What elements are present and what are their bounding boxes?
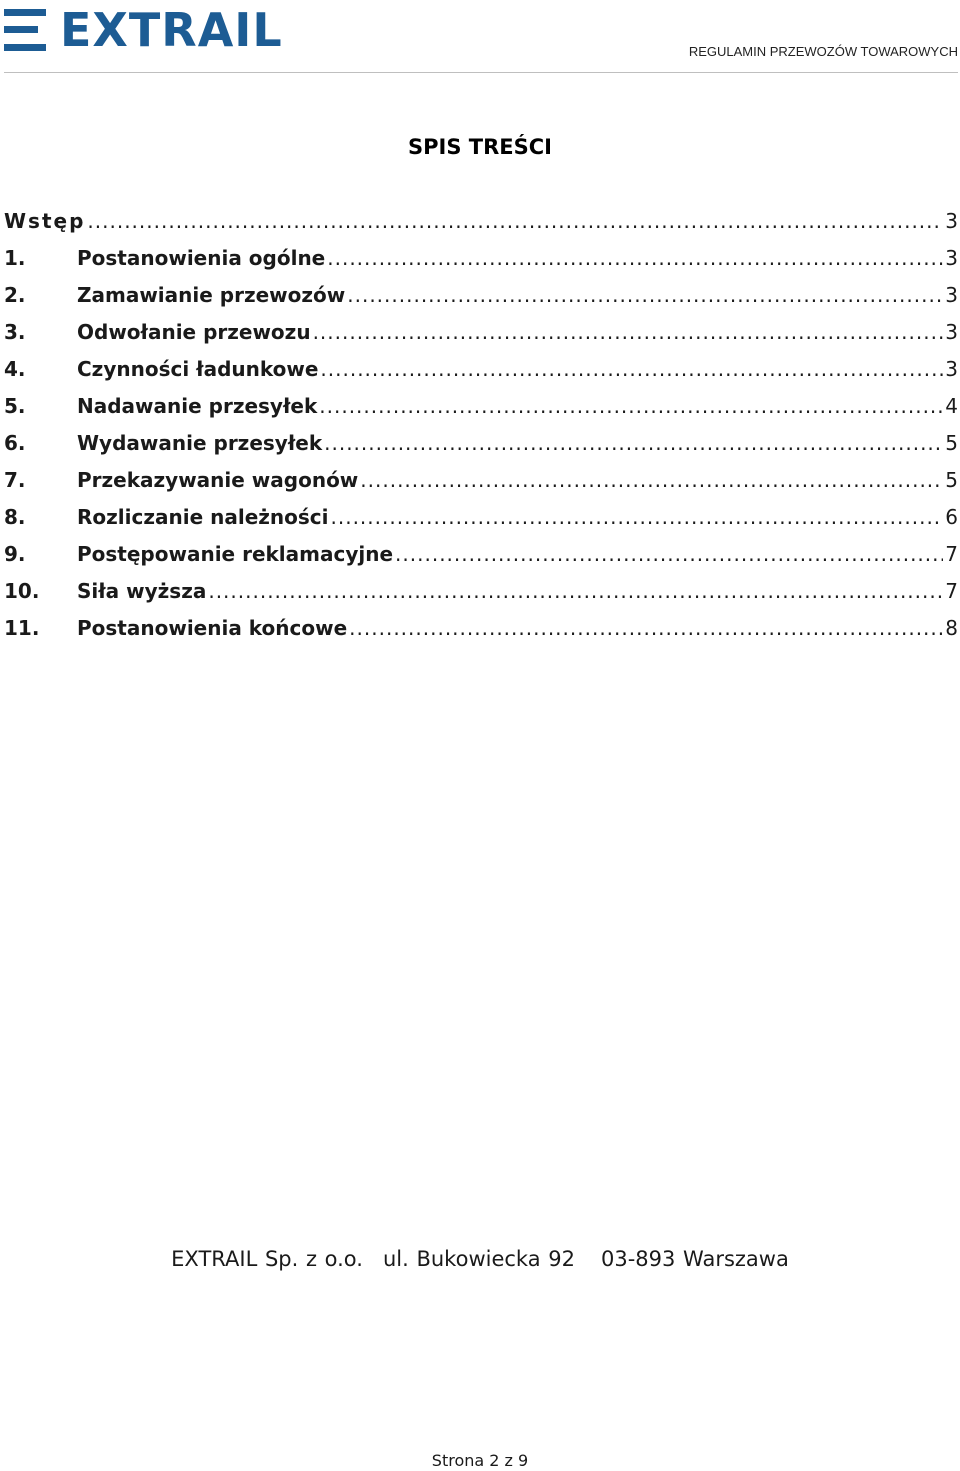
page-number: Strona 2 z 9: [431, 1451, 529, 1470]
toc-entry-label: Odwołanie przewozu: [77, 320, 311, 344]
toc-entry-number: 10.: [4, 579, 40, 603]
toc-entry[interactable]: [4, 576, 958, 613]
toc-entry-label: Czynności ładunkowe: [77, 357, 319, 381]
toc-dot-leader: [208, 576, 943, 606]
toc-entry-page: 5: [945, 431, 958, 455]
toc-title: SPIS TREŚCI: [408, 135, 552, 159]
footer-address: [0, 1247, 960, 1271]
document-header-title: REGULAMIN PRZEWOZÓW TOWAROWYCH: [688, 44, 958, 59]
toc-entry-page: 3: [945, 357, 958, 381]
toc-entry-page: 3: [945, 283, 958, 307]
toc-entry[interactable]: [4, 317, 958, 354]
toc-entry[interactable]: [4, 280, 958, 317]
toc-dot-leader: [324, 428, 943, 458]
toc-entry[interactable]: [4, 391, 958, 428]
toc-entry-number: 2.: [4, 283, 26, 307]
toc-entry-number: 5.: [4, 394, 26, 418]
toc-entry-page: 5: [945, 468, 958, 492]
toc-entry-number: 3.: [4, 320, 26, 344]
table-of-contents: [4, 206, 958, 650]
toc-entry[interactable]: [4, 243, 958, 280]
toc-entry-label: Siła wyższa: [77, 579, 207, 603]
toc-entry-page: 7: [945, 579, 958, 603]
toc-entry-number: 4.: [4, 357, 26, 381]
logo-text: EXTRAIL: [60, 3, 283, 57]
toc-entry-page: 3: [945, 209, 958, 233]
toc-entry-page: 3: [945, 320, 958, 344]
toc-entry-number: 1.: [4, 246, 26, 270]
toc-entry-number: 8.: [4, 505, 26, 529]
toc-entry-page: 7: [945, 542, 958, 566]
toc-dot-leader: [319, 391, 943, 421]
toc-entry-label: Wstęp: [4, 209, 86, 233]
toc-entry-number: 11.: [4, 616, 40, 640]
toc-entry[interactable]: [4, 465, 958, 502]
toc-dot-leader: [360, 465, 943, 495]
company-logo: [4, 3, 320, 57]
toc-entry-label: Wydawanie przesyłek: [77, 431, 323, 455]
toc-entry[interactable]: [4, 613, 958, 650]
toc-entry-label: Postępowanie reklamacyjne: [77, 542, 394, 566]
toc-dot-leader: [87, 206, 943, 236]
toc-entry-label: Zamawianie przewozów: [77, 283, 346, 307]
footer-company: EXTRAIL Sp. z o.o.: [171, 1247, 363, 1271]
toc-entry-label: Postanowienia końcowe: [77, 616, 348, 640]
toc-entry-page: 6: [945, 505, 958, 529]
toc-dot-leader: [327, 243, 943, 273]
toc-dot-leader: [349, 613, 943, 643]
toc-entry-label: Przekazywanie wagonów: [77, 468, 359, 492]
header-divider: [4, 72, 958, 73]
toc-entry[interactable]: [4, 354, 958, 391]
toc-dot-leader: [331, 502, 944, 532]
toc-entry-number: 7.: [4, 468, 26, 492]
toc-entry-number: 6.: [4, 431, 26, 455]
toc-dot-leader: [320, 354, 943, 384]
toc-entry[interactable]: [4, 539, 958, 576]
toc-entry-label: Postanowienia ogólne: [77, 246, 326, 270]
footer-city: 03-893 Warszawa: [600, 1247, 789, 1271]
toc-entry-label: Nadawanie przesyłek: [77, 394, 318, 418]
toc-entry-label: Rozliczanie należności: [77, 505, 329, 529]
toc-entry-page: 4: [945, 394, 958, 418]
toc-dot-leader: [395, 539, 943, 569]
footer-street: ul. Bukowiecka 92: [382, 1247, 575, 1271]
toc-entry[interactable]: [4, 428, 958, 465]
toc-entry[interactable]: [4, 206, 958, 243]
logo-mark-icon: [4, 8, 46, 52]
toc-entry-page: 8: [945, 616, 958, 640]
toc-dot-leader: [313, 317, 944, 347]
toc-entry[interactable]: [4, 502, 958, 539]
toc-entry-number: 9.: [4, 542, 26, 566]
toc-entry-page: 3: [945, 246, 958, 270]
toc-dot-leader: [347, 280, 943, 310]
